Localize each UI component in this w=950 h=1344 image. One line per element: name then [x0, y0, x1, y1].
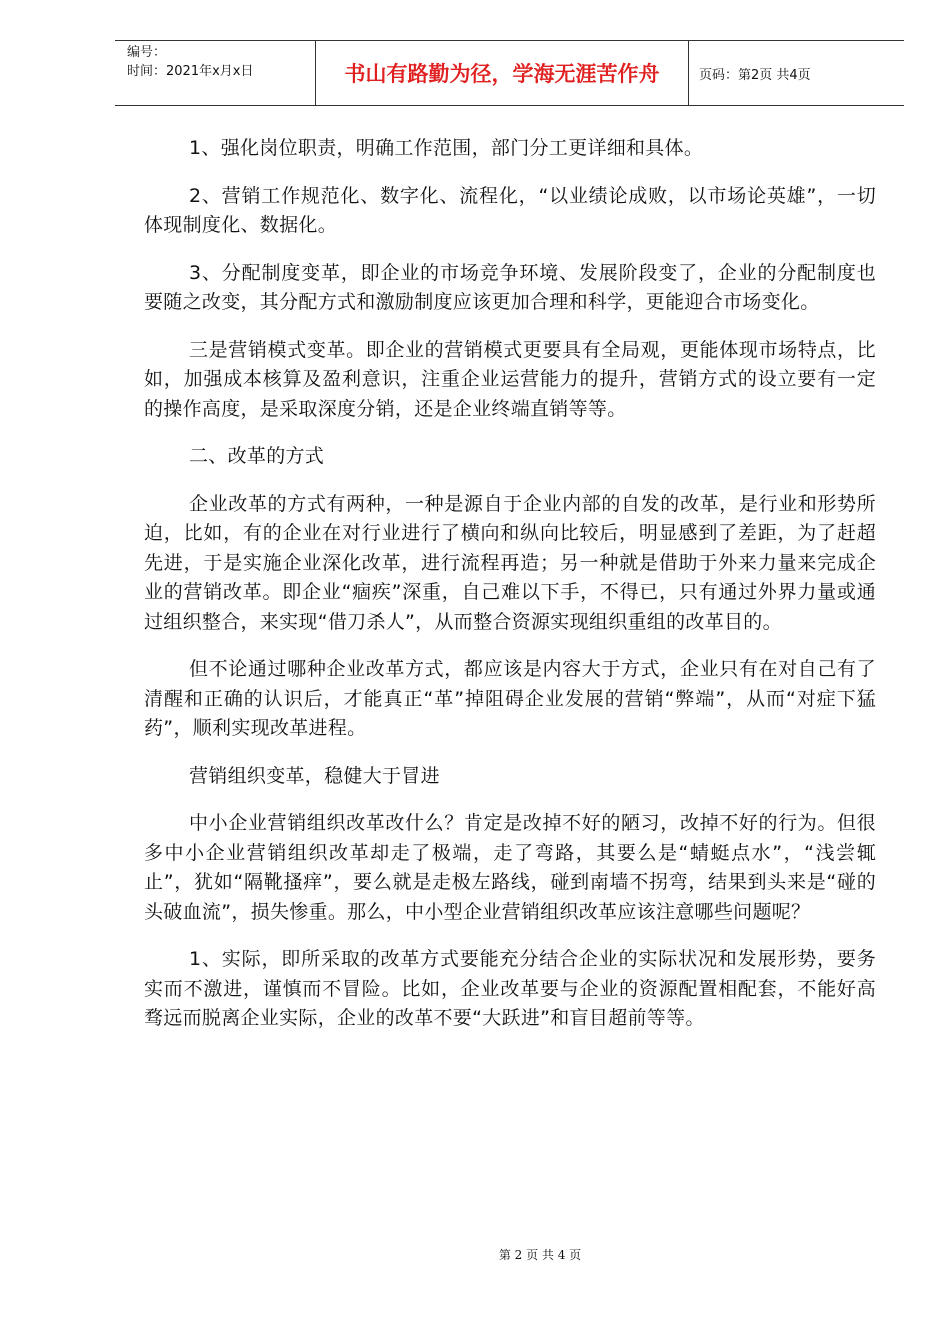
- page-footer: 第 2 页 共 4 页: [498, 1248, 582, 1262]
- paragraph: 1、实际，即所采取的改革方式要能充分结合企业的实际状况和发展形势，要务实而不激进，谨慎而不冒险。比如，企业改革要与企业的资源配置相配套，不能好高骛远而脱离企业实际，企业的改革不要“大跃进”和盲目超前等等。: [144, 948, 876, 1029]
- document-time-label: 时间：2021年x月x日: [127, 64, 254, 79]
- header-meta: [115, 41, 315, 105]
- document-number-label: 编号：: [127, 45, 167, 60]
- paragraph: 1、强化岗位职责，明确工作范围，部门分工更详细和具体。: [189, 137, 704, 159]
- paragraph: 中小企业营销组织改革改什么？肯定是改掉不好的陋习，改掉不好的行为。但很多中小企业营销组织改革却走了极端，走了弯路，其要么是“蜻蜓点水”，“浅尝辄止”，犹如“隔靴搔痒”，要么就是走极左路线，碰到南墙不拐弯，结果到头来是“碰的头破血流”，损失惨重。那么，中小型企业营销组织改革应该注意哪些问题呢？: [144, 812, 876, 923]
- header-page-info: 页码：第2页 共4页: [699, 67, 811, 83]
- header-motto: 书山有路勤为径，学海无涯苦作舟: [315, 41, 689, 105]
- section-heading: 二、改革的方式: [189, 445, 325, 467]
- paragraph: 3、分配制度变革，即企业的市场竞争环境、发展阶段变了，企业的分配制度也要随之改变，其分配方式和激励制度应该更加合理和科学，更能迎合市场变化。: [144, 261, 876, 313]
- paragraph: 三是营销模式变革。即企业的营销模式更要具有全局观，更能体现市场特点，比如，加强成本核算及盈利意识，注重企业运营能力的提升，营销方式的设立要有一定的操作高度，是采取深度分销，还是企业终端直销等等。: [144, 338, 876, 420]
- document-body: [144, 134, 876, 1052]
- paragraph: 2、营销工作规范化、数字化、流程化，“以业绩论成败，以市场论英雄”，一切体现制度化、数据化。: [144, 184, 876, 236]
- page-header: [115, 40, 904, 106]
- paragraph: 但不论通过哪种企业改革方式，都应该是内容大于方式，企业只有在对自己有了清醒和正确的认识后，才能真正“革”掉阻碍企业发展的营销“弊端”，从而“对症下猛药”，顺利实现改革进程。: [144, 658, 876, 739]
- section-heading: 营销组织变革，稳健大于冒进: [189, 764, 440, 787]
- paragraph: 企业改革的方式有两种，一种是源自于企业内部的自发的改革，是行业和形势所迫，比如，有的企业在对行业进行了横向和纵向比较后，明显感到了差距，为了赶超先进，于是实施企业深化改革，进行流程再造；另一种就是借助于外来力量来完成企业的营销改革。即企业“痼疾”深重，自己难以下手，不得已，只有通过外界力量或通过组织整合，来实现“借刀杀人”，从而整合资源实现组织重组的改革目的。: [144, 492, 876, 633]
